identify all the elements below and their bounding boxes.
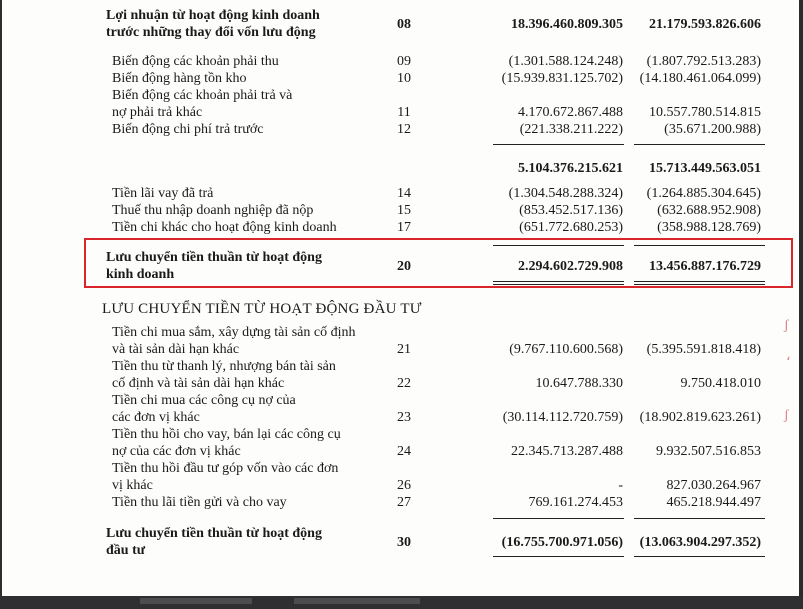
value-prior: (1.807.792.513.283) (646, 54, 761, 69)
value-prior: (18.902.819.623.261) (639, 410, 761, 425)
row-code: 24 (397, 444, 411, 459)
value-prior: (14.180.461.064.099) (639, 71, 761, 86)
row-label: kinh doanh (106, 267, 175, 282)
row-label: nợ phải trả khác (112, 105, 203, 120)
handwritten-mark: ، (786, 349, 791, 364)
row-label: Tiền chi khác cho hoạt động kinh doanh (112, 220, 337, 235)
row-code: 09 (397, 54, 411, 69)
value-current: (1.301.588.124.248) (508, 54, 623, 69)
value-prior: (5.395.591.818.418) (646, 342, 761, 357)
value-current: (15.939.831.125.702) (501, 71, 623, 86)
value-current: (1.304.548.288.324) (508, 186, 623, 201)
row-label: Lợi nhuận từ hoạt động kinh doanh (106, 8, 320, 23)
row-label: Tiền chi mua các công cụ nợ của (112, 393, 296, 408)
value-current: 2.294.602.729.908 (518, 259, 623, 274)
row-label: Biến động hàng tồn kho (112, 71, 247, 86)
row-code: 11 (397, 105, 411, 120)
divider (634, 144, 765, 145)
value-prior: 9.932.507.516.853 (656, 444, 761, 459)
row-label: và tài sản dài hạn khác (112, 342, 240, 357)
value-current: 22.345.713.287.488 (511, 444, 623, 459)
row-label: đầu tư (106, 543, 146, 558)
row-label: vị khác (112, 478, 153, 493)
row-code: 20 (397, 259, 411, 274)
row-code: 12 (397, 122, 411, 137)
row-code: 10 (397, 71, 411, 86)
row-label: Lưu chuyển tiền thuần từ hoạt động (106, 250, 322, 265)
value-current: (16.755.700.971.056) (501, 535, 623, 550)
highlight-box (84, 238, 793, 288)
row-code: 27 (397, 495, 411, 510)
value-prior: 465.218.944.497 (666, 495, 761, 510)
value-current: 10.647.788.330 (535, 376, 623, 391)
row-code: 08 (397, 17, 411, 32)
row-code: 21 (397, 342, 411, 357)
row-code: 15 (397, 203, 411, 218)
section-title: LƯU CHUYỂN TIỀN TỪ HOẠT ĐỘNG ĐẦU TƯ (102, 301, 422, 317)
value-current: (853.452.517.136) (519, 203, 623, 218)
window-edge (799, 0, 803, 609)
row-label: nợ của các đơn vị khác (112, 444, 241, 459)
value-current: - (618, 478, 623, 493)
value-prior: 827.030.264.967 (666, 478, 761, 493)
row-label: Tiền thu từ thanh lý, nhượng bán tài sản (112, 359, 336, 374)
row-label: các đơn vị khác (112, 410, 200, 425)
value-current: (30.114.112.720.759) (502, 410, 623, 425)
value-prior: (358.988.128.769) (657, 220, 761, 235)
value-prior: 13.456.887.176.729 (649, 259, 761, 274)
value-prior: (632.688.952.908) (657, 203, 761, 218)
row-label: Tiền thu hồi đầu tư góp vốn vào các đơn (112, 461, 339, 476)
value-prior: (13.063.904.297.352) (639, 535, 761, 550)
row-label: Lưu chuyển tiền thuần từ hoạt động (106, 526, 322, 541)
cutoff-text-strip (140, 598, 420, 604)
value-prior: (1.264.885.304.645) (646, 186, 761, 201)
subtotal-current: 5.104.376.215.621 (518, 161, 623, 176)
row-label: trước những thay đổi vốn lưu động (106, 25, 316, 40)
value-current: (9.767.110.600.568) (509, 342, 623, 357)
document-page (2, 0, 799, 596)
row-code: 30 (397, 535, 411, 550)
value-current: 18.396.460.809.305 (511, 17, 623, 32)
divider (634, 556, 765, 557)
divider (634, 518, 765, 519)
row-label: Tiền thu hồi cho vay, bán lại các công cụ (112, 427, 341, 442)
value-prior: (35.671.200.988) (664, 122, 761, 137)
value-prior: 10.557.780.514.815 (649, 105, 761, 120)
row-label: Thuế thu nhập doanh nghiệp đã nộp (112, 203, 314, 218)
divider (493, 518, 624, 519)
divider (493, 144, 624, 145)
subtotal-prior: 15.713.449.563.051 (649, 161, 761, 176)
row-label: Tiền thu lãi tiền gửi và cho vay (112, 495, 287, 510)
row-label: Biến động các khoản phải thu (112, 54, 279, 69)
divider (493, 556, 624, 557)
row-code: 14 (397, 186, 411, 201)
row-label: Tiền chi mua sắm, xây dựng tài sản cố định (112, 325, 356, 340)
row-code: 23 (397, 410, 411, 425)
row-label: Biến động các khoản phải trả và (112, 88, 293, 103)
handwritten-mark: ʃ (784, 318, 789, 333)
value-current: 4.170.672.867.488 (518, 105, 623, 120)
row-code: 22 (397, 376, 411, 391)
value-prior: 21.179.593.826.606 (649, 17, 761, 32)
row-label: Tiền lãi vay đã trả (112, 186, 214, 201)
row-code: 17 (397, 220, 411, 235)
row-label: Biến động chi phí trả trước (112, 122, 264, 137)
value-prior: 9.750.418.010 (680, 376, 761, 391)
value-current: (221.338.211.222) (519, 122, 623, 137)
row-code: 26 (397, 478, 411, 493)
handwritten-mark: ʃ (784, 408, 789, 423)
value-current: (651.772.680.253) (519, 220, 623, 235)
value-current: 769.161.274.453 (528, 495, 623, 510)
row-label: cố định và tài sản dài hạn khác (112, 376, 285, 391)
